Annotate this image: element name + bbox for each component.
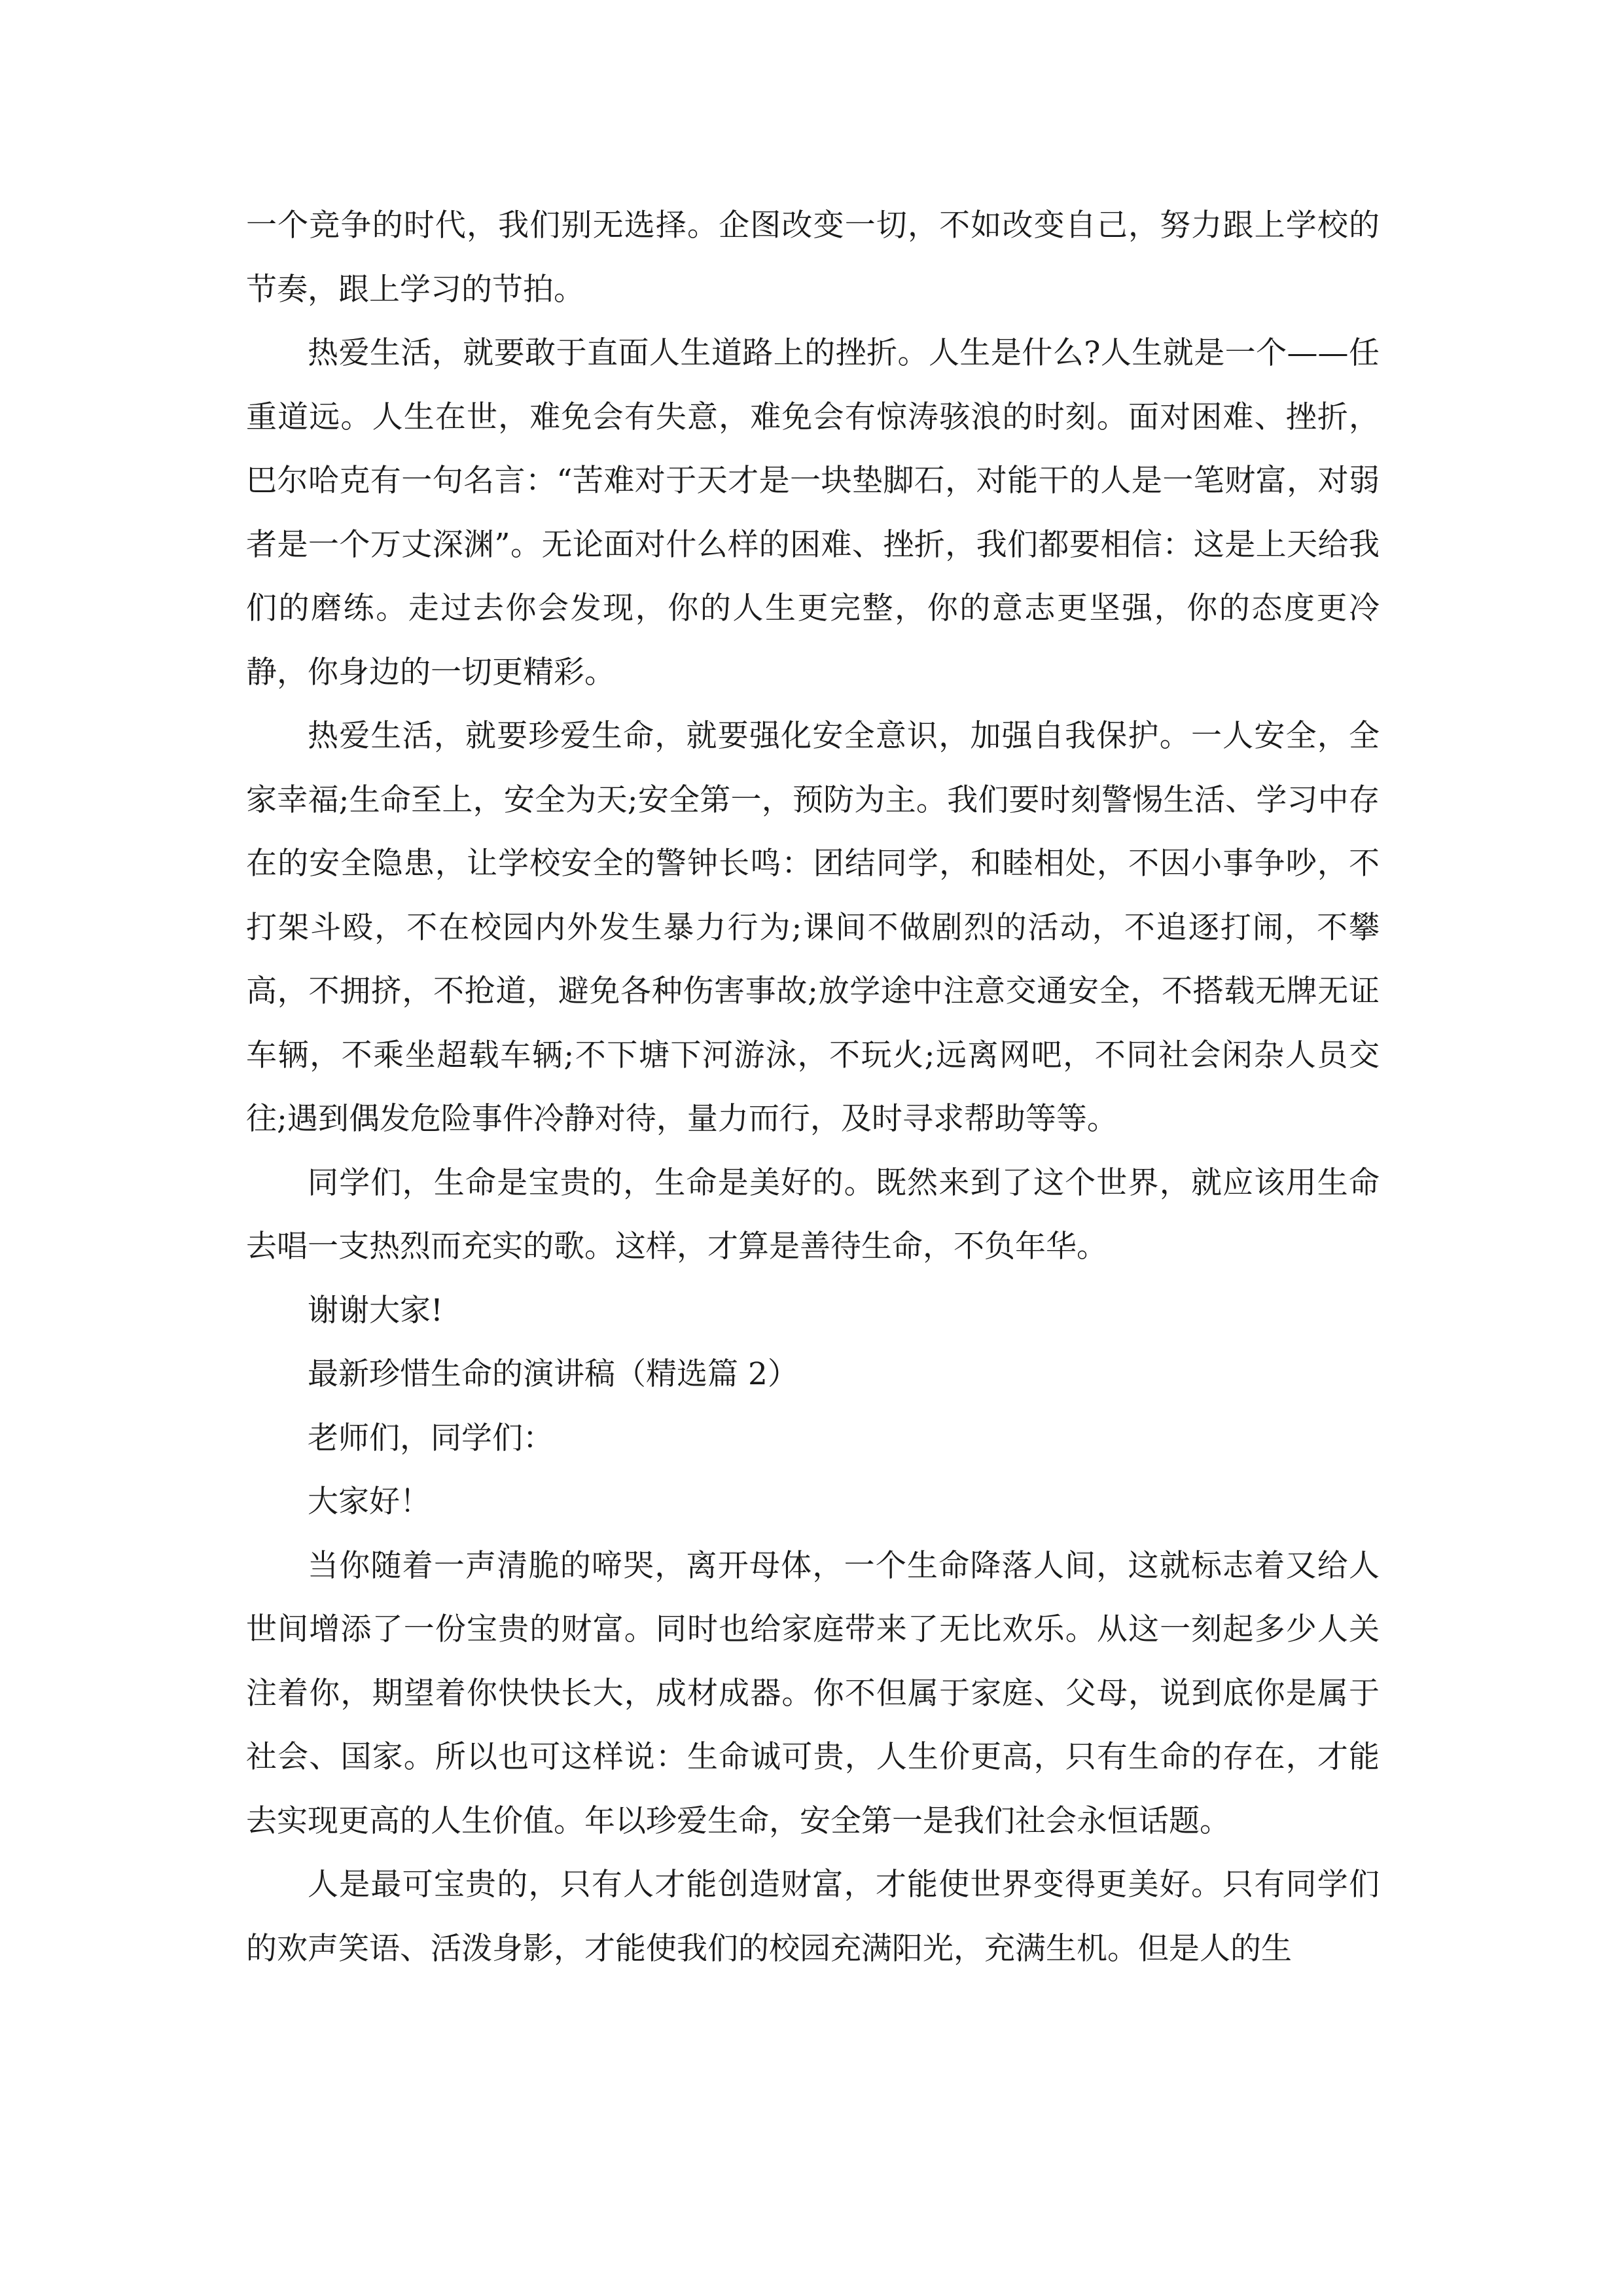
paragraph-2: 热爱生活，就要敢于直面人生道路上的挫折。人生是什么?人生就是一个——任重道远。人生在世，难免会有失意，难免会有惊涛骇浪的时刻。面对困难、挫折，巴尔哈克有一句名言：“苦难对于天才是一块垫脚石，对能干的人是一笔财富，对弱者是一个万丈深渊”。无论面对什么样的困难、挫折，我们都要相信：这是上天给我们的磨练。走过去你会发现，你的人生更完整，你的意志更坚强，你的态度更冷静，你身边的一切更精彩。 — [246, 335, 1380, 691]
closing-thanks: 谢谢大家! — [308, 1292, 443, 1329]
paragraph-4: 同学们，生命是宝贵的，生命是美好的。既然来到了这个世界，就应该用生命去唱一支热烈而充实的歌。这样，才算是善待生命，不负年华。 — [246, 1164, 1380, 1265]
paragraph-6: 人是最可宝贵的，只有人才能创造财富，才能使世界变得更美好。只有同学们的欢声笑语、活泼身影，才能使我们的校园充满阳光，充满生机。但是人的生 — [246, 1867, 1380, 1967]
section-heading: 最新珍惜生命的演讲稿（精选篇 2） — [308, 1356, 798, 1392]
paragraph-1: 一个竞争的时代，我们别无选择。企图改变一切，不如改变自己，努力跟上学校的节奏，跟上学习的节拍。 — [246, 207, 1380, 308]
document-page — [246, 194, 1380, 1981]
paragraph-3: 热爱生活，就要珍爱生命，就要强化安全意识，加强自我保护。一人安全，全家幸福;生命至上，安全为天;安全第一，预防为主。我们要时刻警惕生活、学习中存在的安全隐患，让学校安全的警钟长鸣：团结同学，和睦相处，不因小事争吵，不打架斗殴，不在校园内外发生暴力行为;课间不做剧烈的活动，不追逐打闹，不攀高，不拥挤，不抢道，避免各种伤害事故;放学途中注意交通安全，不搭载无牌无证车辆，不乘坐超载车辆;不下塘下河游泳，不玩火;远离网吧，不同社会闲杂人员交往;遇到偶发危险事件冷静对待，量力而行，及时寻求帮助等等。 — [246, 718, 1380, 1137]
salutation: 老师们，同学们： — [308, 1420, 554, 1456]
greeting: 大家好！ — [308, 1484, 431, 1520]
paragraph-5: 当你随着一声清脆的啼哭，离开母体，一个生命降落人间，这就标志着又给人世间增添了一份宝贵的财富。同时也给家庭带来了无比欢乐。从这一刻起多少人关注着你，期望着你快快长大，成材成器。你不但属于家庭、父母，说到底你是属于社会、国家。所以也可这样说：生命诚可贵，人生价更高，只有生命的存在，才能去实现更高的人生价值。年以珍爱生命，安全第一是我们社会永恒话题。 — [246, 1547, 1380, 1839]
